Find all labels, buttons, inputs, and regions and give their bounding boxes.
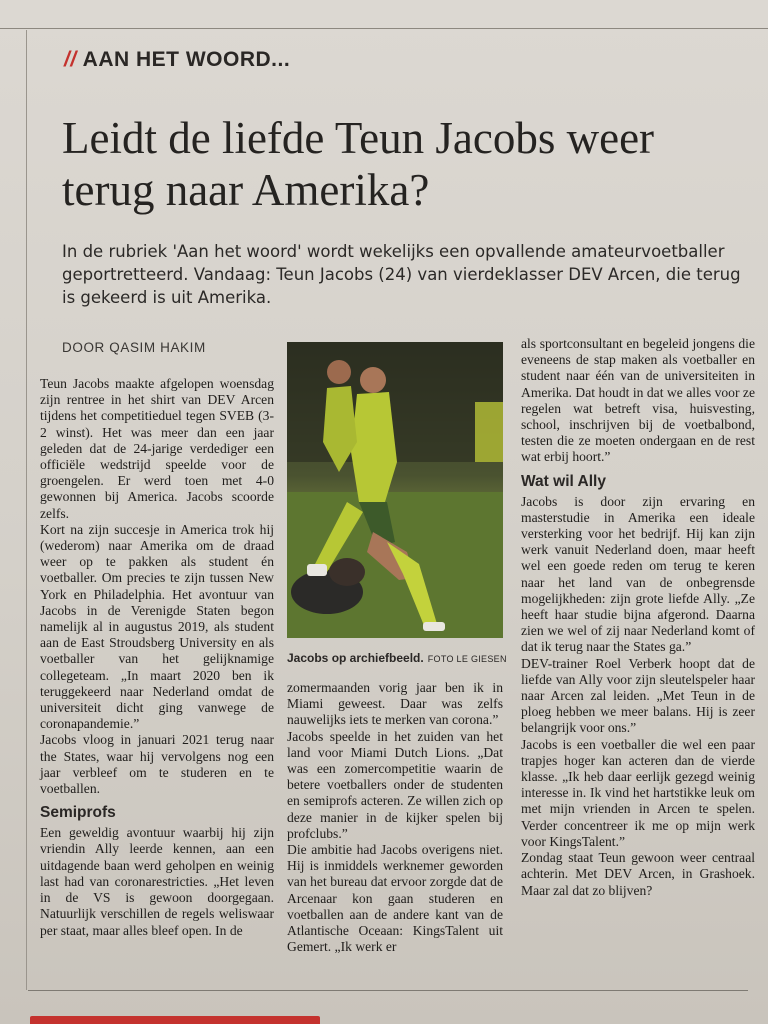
paragraph: DEV-trainer Roel Verberk hoopt dat de liefde van Ally voor zijn sleutelspeler haar naar Arcen zal leiden. „Met Teun in de ploeg hebben we meer balans. Hij is zeer belangrijk voor ons.” (521, 655, 755, 736)
paragraph: Die ambitie had Jacobs overigens niet. Hij is inmiddels werknemer geworden van het bureau dat ervoor zorgde dat de Arcenaar kon gaan studeren en voetballen aan de andere kant van de Atlantische Oceaan: KingsTalent uit Gemert. „Ik werk er (287, 842, 503, 955)
paragraph: Een geweldig avontuur waarbij hij zijn vriendin Ally leerde kennen, aan een uitdagende baan werd geholpen en weinig last had van coronarestricties. „Het leven in de VS is gewoon doorgegaan. Natuurlijk verschillen de regels weliswaar per staat, maar alles bleef open. In de (40, 825, 274, 938)
paragraph: Jacobs vloog in januari 2021 terug naar the States, waar hij vervolgens nog een jaar verbleef om te studeren en te voetballen. (40, 732, 274, 797)
left-column-rule (26, 30, 27, 990)
paragraph: Zondag staat Teun gewoon weer centraal achterin. Met DEV Arcen, in Grashoek. Maar zal dat zo blijven? (521, 850, 755, 898)
paragraph: zomermaanden vorig jaar ben ik in Miami geweest. Daar was zelfs nauwelijks iets te merken van corona.” (287, 680, 503, 728)
column-3 (521, 336, 755, 899)
article-photo (287, 342, 503, 638)
bottom-rule (28, 990, 748, 991)
byline: DOOR QASIM HAKIM (62, 340, 206, 355)
paragraph: Kort na zijn succesje in America trok hij (wederom) naar Amerika om de draad weer op te pakken als student én voetballer. Om precies te zijn tussen New York en Philadelphia. Het avontuur van Jacobs in de Verenigde Staten begon namelijk al in augustus 2019, als student aan de East Stroudsberg University en als voetballer van het gelijknamige collegeteam. „In maart 2020 ben ik teruggekeerd naar Nederland omdat de universiteit dicht ging vanwege de coronapandemie.” (40, 521, 274, 732)
column-1 (40, 376, 274, 939)
paragraph: Jacobs is door zijn ervaring en masterstudie in Amerika een ideale versterking voor het bedrijf. Hij kan zijn werk vanuit Nederland doen, maar heeft wel een goede reden om terug te keren naar het land van de onbegrensde mogelijkheden: zijn grote liefde Ally. „Ze heeft haar studie bijna afgerond. Daarna zien we wel of zij naar Nederland komt of dat ik terug naar the States ga.” (521, 493, 755, 655)
paragraph: Jacobs speelde in het zuiden van het land voor Miami Dutch Lions. „Dat was een zomercompetitie waarin de betere voetballers onder de studenten en semiprofs acteren. Ze willen zich op deze manier in de kijker spelen bij profclubs.” (287, 728, 503, 841)
subhead-wat-wil-ally: Wat wil Ally (521, 472, 606, 490)
subhead-semiprofs: Semiprofs (40, 804, 116, 822)
kicker-label: AAN HET WOORD... (82, 48, 291, 71)
photo-credit: FOTO LE GIESEN (427, 654, 507, 664)
photo-caption (287, 651, 517, 665)
column-2 (287, 680, 503, 955)
top-rule (0, 28, 768, 29)
paragraph: Teun Jacobs maakte afgelopen woensdag zijn rentree in het shirt van DEV Arcen tijdens het competitieduel tegen SVEB (3-2 winst). Het was meer dan een jaar geleden dat de 24-jarige verdediger een officiële wedstrijd speelde voor de groengelen. Er werd toen met 4-0 gewonnen bij America. Jacobs scoorde zelfs. (40, 376, 274, 521)
paragraph: Jacobs is een voetballer die wel een paar trapjes hoger kan acteren dan de vierde klasse. „Ik heb daar eerlijk gezegd weinig interesse in. Ik vind het hartstikke leuk om met mijn vrienden in Arcen te spelen. Verder concentreer ik me op mijn werk voor KingsTalent.” (521, 736, 755, 849)
article-intro: In de rubriek 'Aan het woord' wordt wekelijks een opvallende amateurvoetballer geportretteerd. Vandaag: Teun Jacobs (24) van vierdeklasser DEV Arcen, die terug is gekeerd is uit Amerika. (62, 242, 741, 307)
next-section-header-bar (30, 1016, 320, 1024)
caption-text: Jacobs op archiefbeeld. (287, 651, 424, 665)
section-kicker (64, 48, 290, 72)
kicker-slashes: // (64, 48, 77, 71)
article-headline: Leidt de liefde Teun Jacobs weer terug naar Amerika? (62, 113, 655, 215)
paragraph: als sportconsultant en begeleid jongens die eveneens de stap maken als voetballer en student naar één van de universiteiten in Amerika. Dat houdt in dat we alles voor ze regelen wat betreft visa, huisvesting, school, inschrijven bij de voetbalbond, testen die ze moeten ondergaan en de rest wat erbij hoort.” (521, 336, 755, 465)
football-players-photo (287, 342, 503, 638)
